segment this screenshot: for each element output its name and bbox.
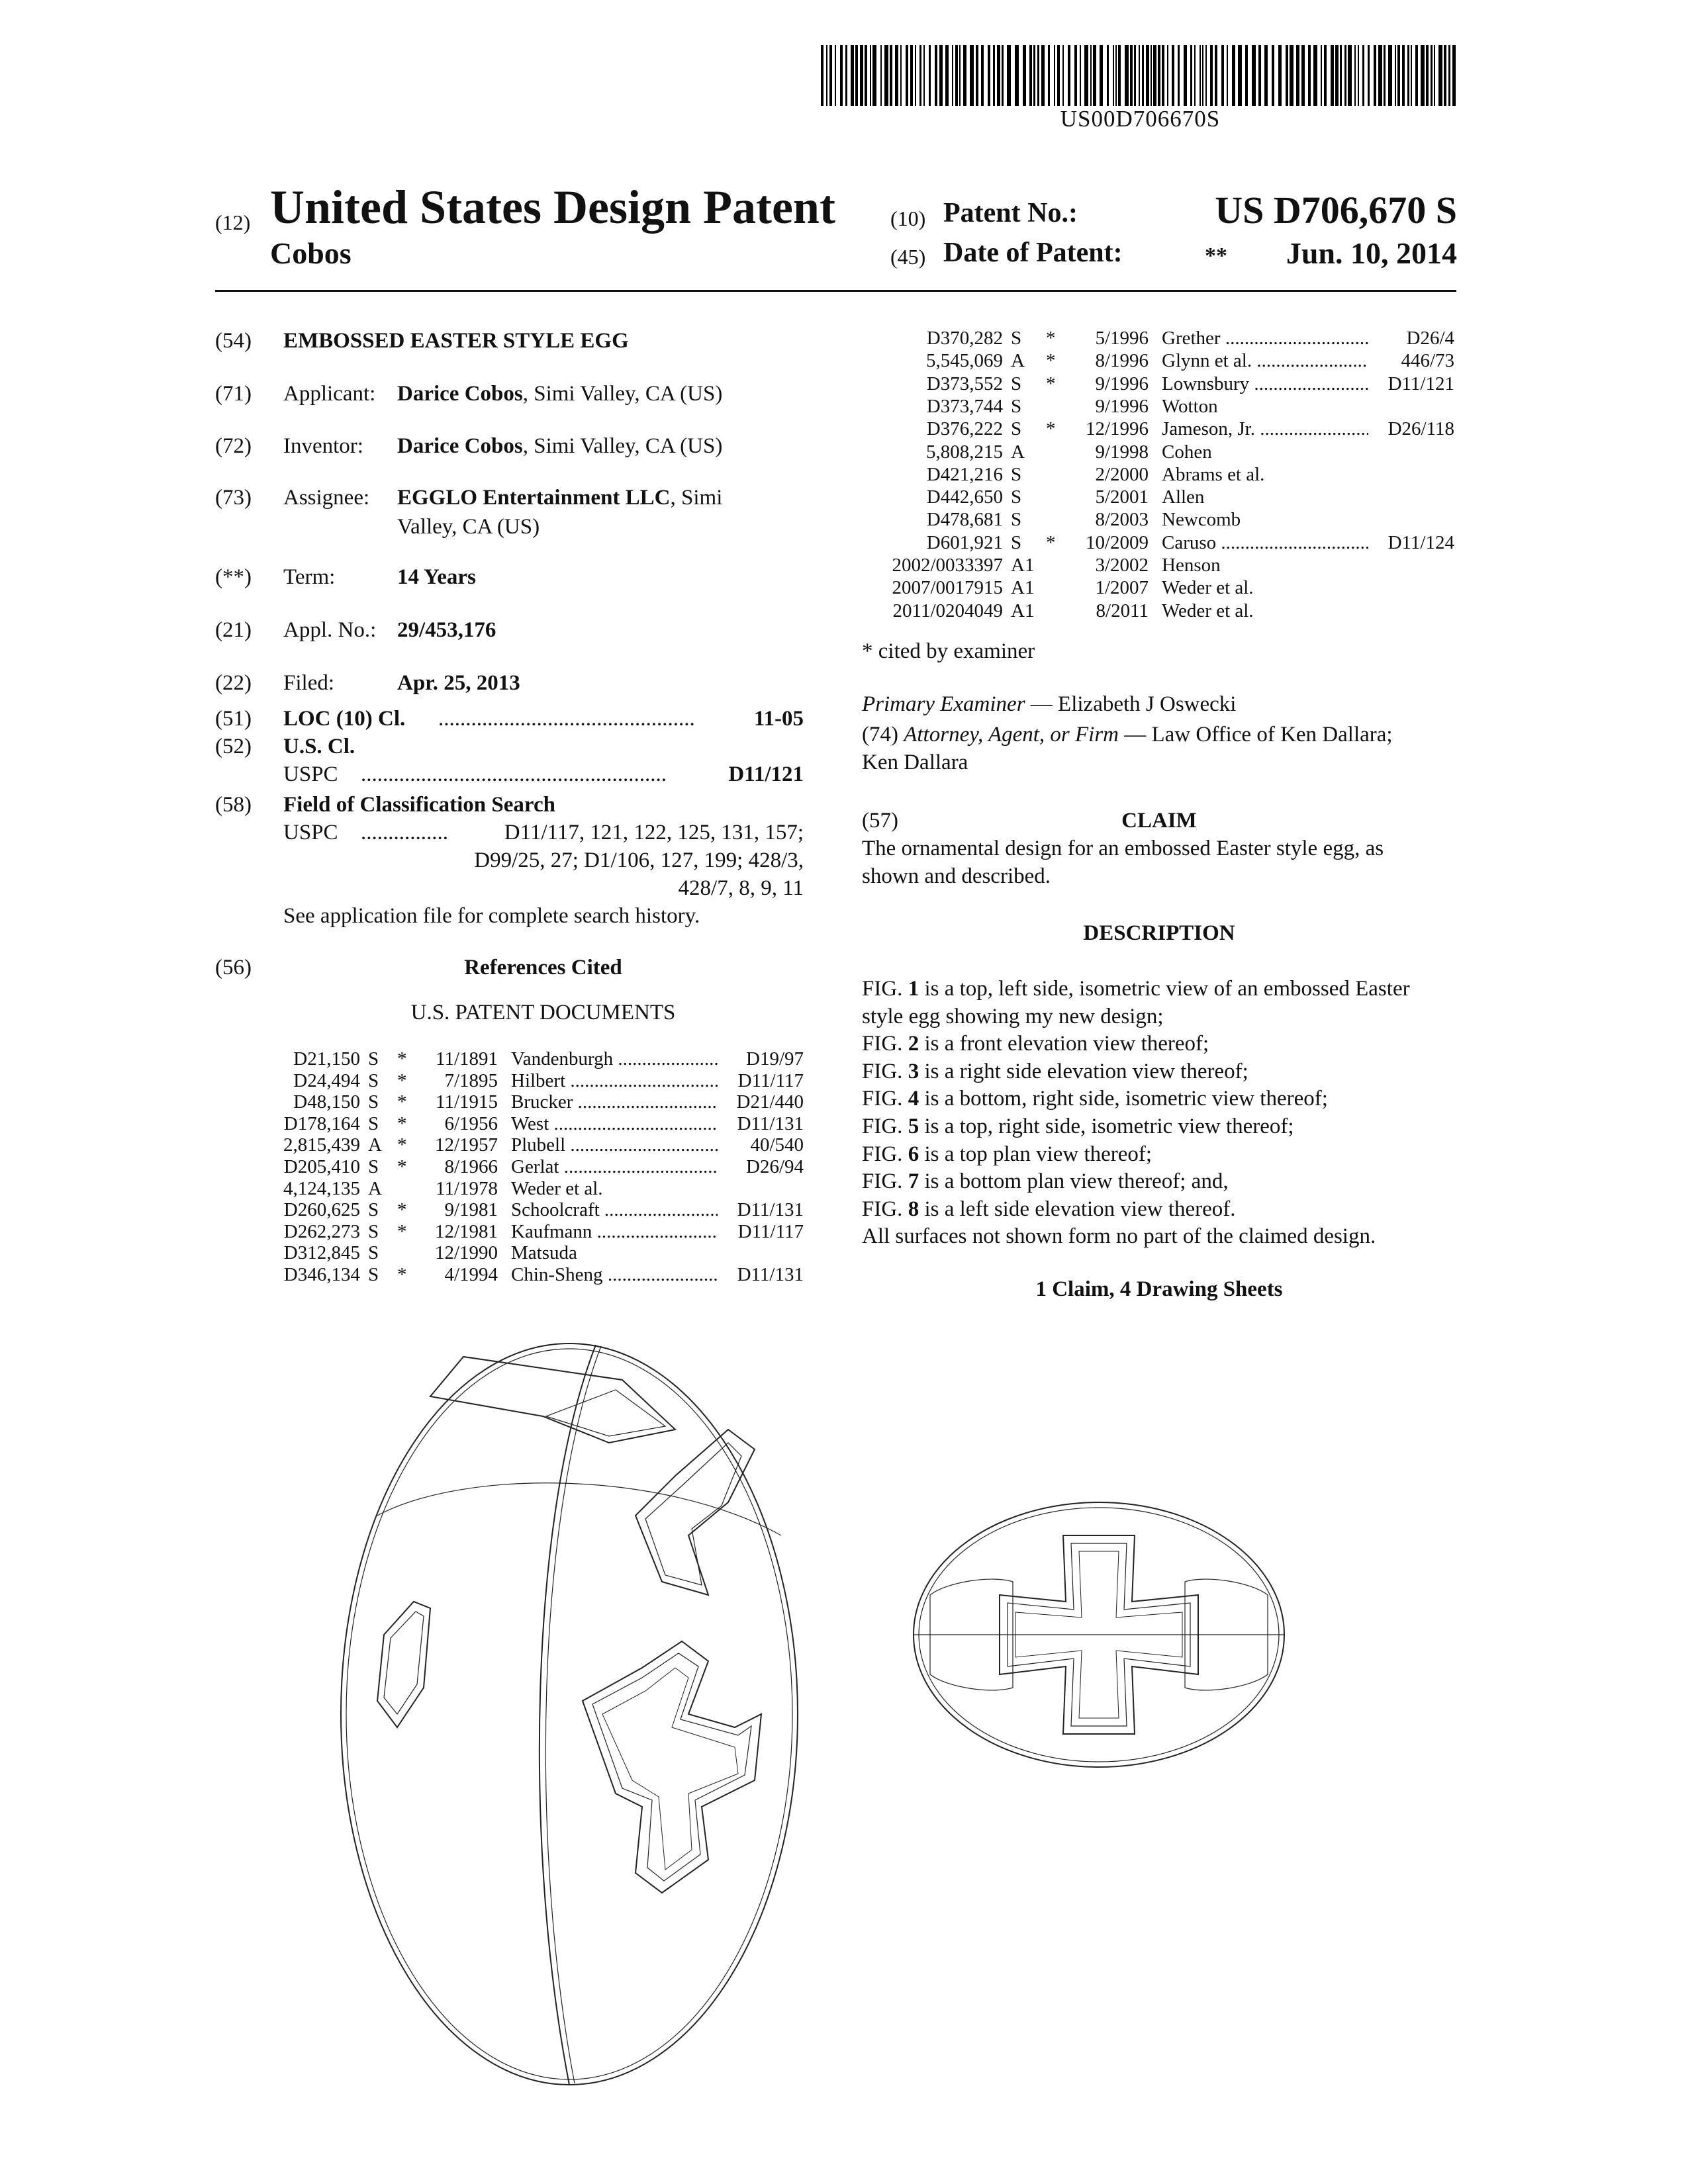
reference-number: 2002/0033397 xyxy=(892,555,1003,576)
filed-label: Filed: xyxy=(283,671,335,695)
assignee-value: EGGLO Entertainment LLC, Simi xyxy=(397,486,723,510)
reference-row xyxy=(252,1048,808,1069)
reference-star: * xyxy=(1046,373,1056,394)
description-line: FIG. 1 is a top, left side, isometric view of an embossed Easter xyxy=(862,977,1410,1001)
assignee-location: Valley, CA (US) xyxy=(397,515,540,539)
reference-date: 8/2011 xyxy=(1096,600,1149,621)
description-line: All surfaces not shown form no part of the claimed design. xyxy=(862,1224,1376,1249)
reference-kind: A xyxy=(368,1177,382,1199)
reference-name: Henson xyxy=(1162,555,1221,576)
reference-number: D601,921 xyxy=(926,531,1003,553)
reference-date: 8/1996 xyxy=(1095,350,1149,372)
code-21: (21) xyxy=(215,618,252,642)
term-value: 14 Years xyxy=(397,565,476,589)
field-search-line3: 428/7, 8, 9, 11 xyxy=(678,876,804,900)
date-label: Date of Patent: xyxy=(943,238,1123,268)
reference-kind: A xyxy=(368,1134,382,1156)
reference-row xyxy=(851,418,1456,439)
reference-date: 10/2009 xyxy=(1085,531,1149,553)
code-term: (**) xyxy=(215,565,252,589)
reference-row xyxy=(252,1242,808,1263)
reference-name: Glynn et al. ..... xyxy=(1162,350,1368,371)
uspc-value: D11/121 xyxy=(728,762,804,786)
reference-number: D373,552 xyxy=(926,373,1003,394)
reference-number: D312,845 xyxy=(283,1242,360,1264)
reference-number: 2011/0204049 xyxy=(892,600,1003,621)
code-22: (22) xyxy=(215,671,252,695)
reference-class: D11/117 xyxy=(737,1220,804,1242)
code-56: (56) xyxy=(215,956,252,979)
claim-line1: The ornamental design for an embossed Easter style egg, as xyxy=(862,837,1384,860)
applicant-label: Applicant: xyxy=(283,382,376,406)
reference-row xyxy=(851,350,1456,371)
description-line: FIG. 2 is a front elevation view thereof; xyxy=(862,1032,1209,1056)
reference-name: Abrams et al. xyxy=(1162,463,1265,485)
reference-row xyxy=(851,555,1456,576)
attorney-line1: (74) Attorney, Agent, or Firm — Law Office of Ken Dallara; xyxy=(862,723,1393,747)
code-72: (72) xyxy=(215,434,252,458)
reference-star: * xyxy=(397,1048,407,1069)
applicant-value: Darice Cobos, Simi Valley, CA (US) xyxy=(397,382,723,406)
assignee-label: Assignee: xyxy=(283,486,370,510)
reference-class: D11/131 xyxy=(737,1264,804,1285)
reference-kind: S xyxy=(368,1220,379,1242)
reference-date: 6/1956 xyxy=(444,1113,498,1134)
reference-date: 1/2007 xyxy=(1095,577,1149,599)
date-mark: ** xyxy=(1205,244,1227,268)
reference-number: D442,650 xyxy=(926,486,1003,508)
appl-no-value: 29/453,176 xyxy=(397,618,496,642)
reference-name: Lownsbury ..... xyxy=(1162,373,1368,394)
reference-class: D26/94 xyxy=(746,1156,804,1177)
reference-kind: S xyxy=(368,1048,379,1069)
reference-kind: S xyxy=(1011,395,1022,417)
egg-design-drawing xyxy=(331,1317,1364,2138)
reference-row xyxy=(252,1070,808,1091)
reference-name: Newcomb xyxy=(1162,509,1241,531)
description-line: FIG. 7 is a bottom plan view thereof; and, xyxy=(862,1169,1229,1194)
reference-date: 12/1990 xyxy=(434,1242,498,1264)
code-45: (45) xyxy=(890,245,926,269)
reference-star: * xyxy=(397,1069,407,1091)
reference-row xyxy=(252,1113,808,1134)
reference-class: D11/117 xyxy=(737,1069,804,1091)
description-line: style egg showing my new design; xyxy=(862,1004,1164,1028)
loc-class-label: LOC (10) Cl. xyxy=(283,707,406,731)
reference-date: 9/1998 xyxy=(1095,441,1149,463)
reference-star: * xyxy=(397,1264,407,1285)
reference-kind: S xyxy=(1011,418,1022,440)
reference-class: D19/97 xyxy=(746,1048,804,1069)
invention-title: EMBOSSED EASTER STYLE EGG xyxy=(283,329,629,353)
reference-star: * xyxy=(397,1199,407,1221)
description-line: FIG. 4 is a bottom, right side, isometric view thereof; xyxy=(862,1087,1328,1111)
reference-kind: S xyxy=(368,1069,379,1091)
reference-class: D11/121 xyxy=(1388,373,1454,394)
reference-name: Weder et al. xyxy=(1162,577,1254,599)
reference-name: Matsuda xyxy=(511,1242,577,1264)
reference-number: D21,150 xyxy=(293,1048,360,1069)
reference-name: Kaufmann ..... xyxy=(511,1221,718,1242)
field-search-uspc: USPC xyxy=(283,821,338,844)
top-plan-egg-figure xyxy=(914,1502,1284,1767)
filed-value: Apr. 25, 2013 xyxy=(397,671,520,695)
reference-number: D421,216 xyxy=(926,463,1003,485)
description-line: FIG. 5 is a top, right side, isometric view thereof; xyxy=(862,1115,1294,1138)
reference-class: D11/131 xyxy=(737,1113,804,1134)
reference-number: D478,681 xyxy=(926,509,1003,531)
reference-row xyxy=(851,441,1456,463)
reference-number: D262,273 xyxy=(283,1220,360,1242)
uspc-dots: ........................................................ xyxy=(361,762,667,786)
reference-star: * xyxy=(397,1156,407,1177)
reference-row xyxy=(252,1264,808,1285)
patent-date: Jun. 10, 2014 xyxy=(1286,236,1457,270)
reference-number: D24,494 xyxy=(293,1069,360,1091)
reference-class: D11/131 xyxy=(737,1199,804,1221)
reference-number: 4,124,135 xyxy=(283,1177,360,1199)
reference-star: * xyxy=(1046,531,1056,553)
reference-name: Brucker ..... xyxy=(511,1091,718,1113)
reference-row xyxy=(252,1134,808,1156)
reference-star: * xyxy=(1046,350,1056,372)
reference-date: 11/1891 xyxy=(436,1048,498,1069)
reference-number: D373,744 xyxy=(926,395,1003,417)
reference-number: D178,164 xyxy=(283,1113,360,1134)
reference-kind: S xyxy=(1011,509,1022,531)
reference-star: * xyxy=(397,1134,407,1156)
field-search-line1: D11/117, 121, 122, 125, 131, 157; xyxy=(504,821,804,844)
reference-number: D48,150 xyxy=(293,1091,360,1113)
reference-row xyxy=(851,532,1456,553)
reference-name: Vandenburgh ..... xyxy=(511,1048,718,1069)
claims-sheets: 1 Claim, 4 Drawing Sheets xyxy=(1035,1277,1283,1301)
reference-name: Wotton xyxy=(1162,395,1218,417)
reference-kind: A1 xyxy=(1011,600,1035,621)
reference-kind: S xyxy=(368,1242,379,1264)
reference-date: 12/1996 xyxy=(1085,418,1149,440)
reference-name: Gerlat ..... xyxy=(511,1156,718,1177)
reference-name: Allen xyxy=(1162,486,1205,508)
reference-date: 5/2001 xyxy=(1095,486,1149,508)
reference-number: D260,625 xyxy=(283,1199,360,1221)
reference-row xyxy=(851,577,1456,598)
appl-no-label: Appl. No.: xyxy=(283,618,377,642)
reference-number: D346,134 xyxy=(283,1264,360,1285)
reference-date: 9/1996 xyxy=(1095,373,1149,394)
code-58: (58) xyxy=(215,793,252,817)
reference-date: 8/2003 xyxy=(1095,509,1149,531)
inventor-surname: Cobos xyxy=(270,236,352,270)
patent-no-label: Patent No.: xyxy=(943,198,1078,228)
reference-star: * xyxy=(1046,328,1056,349)
header-rule xyxy=(215,290,1456,292)
reference-date: 5/1996 xyxy=(1095,328,1149,349)
reference-class: 446/73 xyxy=(1401,350,1454,372)
reference-name: Grether ..... xyxy=(1162,328,1368,349)
reference-class: D26/118 xyxy=(1388,418,1454,440)
references-subtitle: U.S. PATENT DOCUMENTS xyxy=(410,1001,676,1024)
code-52: (52) xyxy=(215,735,252,758)
reference-kind: S xyxy=(368,1199,379,1221)
reference-kind: S xyxy=(368,1091,379,1113)
reference-row xyxy=(252,1156,808,1177)
reference-kind: A1 xyxy=(1011,555,1035,576)
patent-number: US D706,670 S xyxy=(1215,189,1457,232)
code-73: (73) xyxy=(215,486,252,510)
reference-number: D205,410 xyxy=(283,1156,360,1177)
reference-row xyxy=(851,396,1456,417)
reference-row xyxy=(851,486,1456,508)
description-title: DESCRIPTION xyxy=(1083,921,1235,945)
reference-name: Plubell ..... xyxy=(511,1134,718,1156)
primary-examiner: Primary Examiner — Elizabeth J Oswecki xyxy=(862,692,1237,716)
uspc-label: USPC xyxy=(283,762,338,786)
field-search-label: Field of Classification Search xyxy=(283,793,555,817)
code-54: (54) xyxy=(215,329,252,353)
references-title: References Cited xyxy=(464,956,622,979)
reference-star: * xyxy=(397,1220,407,1242)
reference-kind: S xyxy=(1011,486,1022,508)
reference-kind: S xyxy=(1011,531,1022,553)
document-title: United States Design Patent xyxy=(270,181,835,234)
reference-kind: S xyxy=(1011,373,1022,394)
reference-class: D26/4 xyxy=(1406,328,1454,349)
reference-date: 12/1957 xyxy=(434,1134,498,1156)
reference-date: 2/2000 xyxy=(1095,463,1149,485)
reference-date: 9/1996 xyxy=(1095,395,1149,417)
field-search-line2: D99/25, 27; D1/106, 127, 199; 428/3, xyxy=(474,848,804,872)
reference-row xyxy=(851,464,1456,485)
term-label: Term: xyxy=(283,565,336,589)
us-class-label: U.S. Cl. xyxy=(283,735,355,758)
reference-number: 5,545,069 xyxy=(926,350,1003,372)
reference-row xyxy=(252,1091,808,1113)
description-line: FIG. 3 is a right side elevation view thereof; xyxy=(862,1059,1248,1083)
field-search-dots: ................ xyxy=(361,821,448,844)
reference-star: * xyxy=(397,1113,407,1134)
code-71: (71) xyxy=(215,382,252,406)
reference-name: Weder et al. xyxy=(511,1177,603,1199)
reference-date: 3/2002 xyxy=(1095,555,1149,576)
reference-row xyxy=(851,373,1456,394)
reference-name: Caruso ..... xyxy=(1162,532,1368,553)
code-57: (57) xyxy=(862,809,898,833)
reference-number: 2,815,439 xyxy=(283,1134,360,1156)
reference-class: 40/540 xyxy=(750,1134,804,1156)
code-10: (10) xyxy=(890,206,926,230)
reference-star: * xyxy=(1046,418,1056,440)
reference-name: Cohen xyxy=(1162,441,1212,463)
inventor-label: Inventor: xyxy=(283,434,363,458)
reference-kind: S xyxy=(368,1113,379,1134)
reference-name: Chin-Sheng ..... xyxy=(511,1264,718,1285)
reference-date: 7/1895 xyxy=(444,1069,498,1091)
cited-by-examiner-note: * cited by examiner xyxy=(862,639,1035,663)
reference-date: 9/1981 xyxy=(444,1199,498,1221)
reference-row xyxy=(252,1221,808,1242)
reference-star: * xyxy=(397,1091,407,1113)
reference-kind: S xyxy=(368,1156,379,1177)
reference-date: 12/1981 xyxy=(434,1220,498,1242)
description-line: FIG. 6 is a top plan view thereof; xyxy=(862,1142,1153,1166)
reference-class: D11/124 xyxy=(1388,531,1454,553)
reference-name: West ..... xyxy=(511,1113,718,1134)
description-line: FIG. 8 is a left side elevation view thereof. xyxy=(862,1197,1236,1221)
reference-number: D370,282 xyxy=(926,328,1003,349)
code-51: (51) xyxy=(215,707,252,731)
reference-kind: A1 xyxy=(1011,577,1035,599)
reference-date: 4/1994 xyxy=(444,1264,498,1285)
reference-date: 11/1978 xyxy=(436,1177,498,1199)
reference-date: 11/1915 xyxy=(436,1091,498,1113)
reference-date: 8/1966 xyxy=(444,1156,498,1177)
field-search-note: See application file for complete search history. xyxy=(283,904,700,928)
reference-name: Schoolcraft ..... xyxy=(511,1199,718,1220)
code-12: (12) xyxy=(215,210,251,234)
reference-kind: S xyxy=(368,1264,379,1285)
loc-class-dots: ............................................... xyxy=(438,707,695,731)
reference-number: D376,222 xyxy=(926,418,1003,440)
reference-name: Jameson, Jr. ..... xyxy=(1162,418,1368,439)
reference-name: Weder et al. xyxy=(1162,600,1254,621)
reference-number: 2007/0017915 xyxy=(892,577,1003,599)
reference-row xyxy=(851,600,1456,621)
isometric-egg-figure xyxy=(341,1343,798,2085)
reference-class: D21/440 xyxy=(736,1091,804,1113)
reference-kind: A xyxy=(1011,441,1025,463)
publication-number: US00D706670S xyxy=(1060,106,1221,132)
reference-row xyxy=(252,1178,808,1199)
attorney-line2: Ken Dallara xyxy=(862,751,968,774)
loc-class-value: 11-05 xyxy=(753,707,804,731)
reference-name: Hilbert ..... xyxy=(511,1070,718,1091)
claim-line2: shown and described. xyxy=(862,864,1051,888)
inventor-value: Darice Cobos, Simi Valley, CA (US) xyxy=(397,434,723,458)
reference-row xyxy=(252,1199,808,1220)
reference-kind: S xyxy=(1011,463,1022,485)
barcode xyxy=(821,45,1460,106)
reference-number: 5,808,215 xyxy=(926,441,1003,463)
reference-row xyxy=(851,509,1456,530)
reference-kind: S xyxy=(1011,328,1022,349)
reference-row xyxy=(851,328,1456,349)
claim-title: CLAIM xyxy=(1121,809,1197,833)
reference-kind: A xyxy=(1011,350,1025,372)
